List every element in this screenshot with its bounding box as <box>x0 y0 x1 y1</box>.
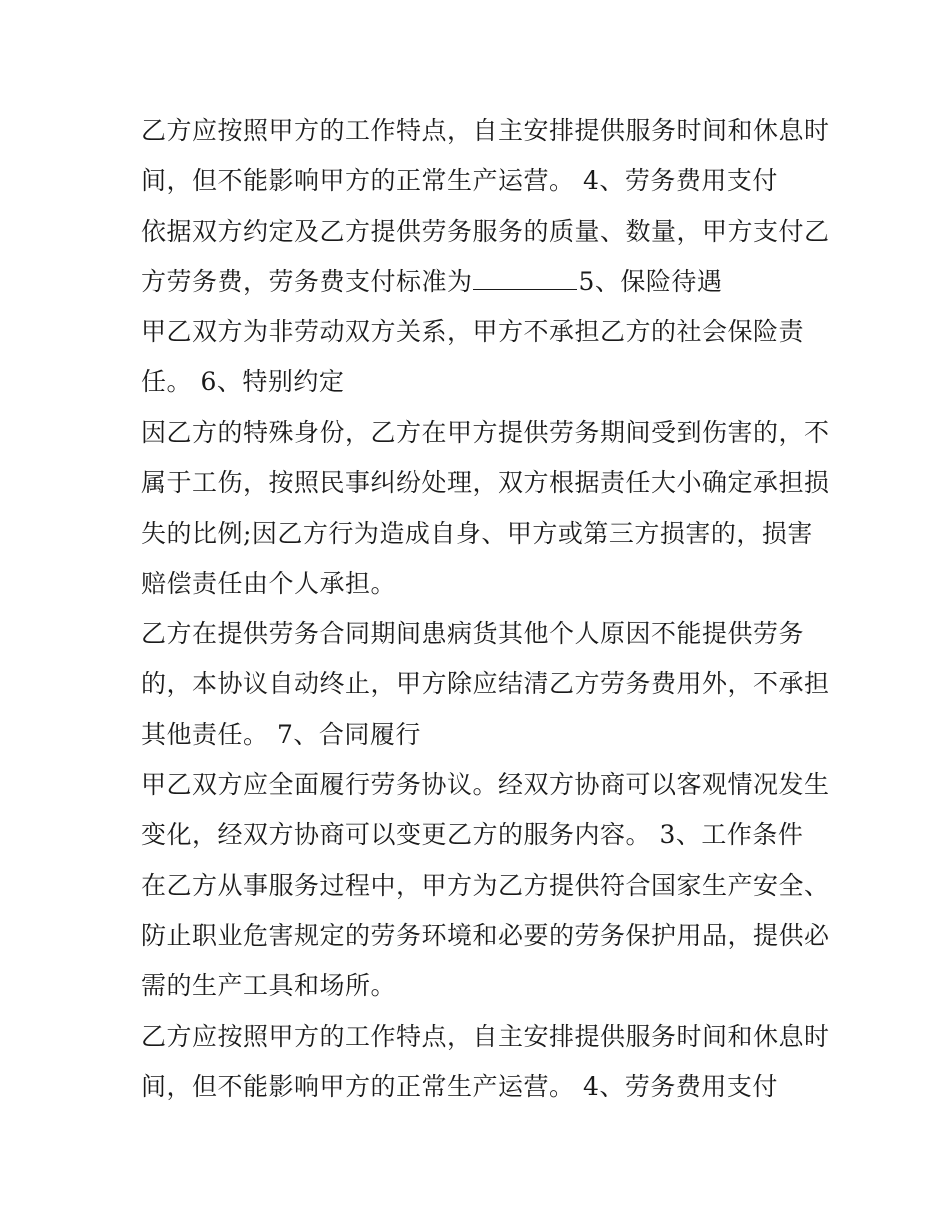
text-line: 乙方在提供劳务合同期间患病货其他个人原因不能提供劳务 <box>141 619 805 648</box>
text-segment: 方劳务费，劳务费支付标准为 <box>141 267 473 296</box>
fill-in-blank <box>473 265 577 290</box>
text-line: 其他责任。 7、合同履行 <box>141 720 421 749</box>
text-line: 间，但不能影响甲方的正常生产运营。 4、劳务费用支付 <box>141 166 778 195</box>
text-line: 防止职业危害规定的劳务环境和必要的劳务保护用品，提供必 <box>141 921 830 950</box>
text-line: 赔偿责任由个人承担。 <box>141 569 397 598</box>
text-line: 间，但不能影响甲方的正常生产运营。 4、劳务费用支付 <box>141 1072 778 1101</box>
text-line: 在乙方从事服务过程中，甲方为乙方提供符合国家生产安全、 <box>141 871 830 900</box>
text-line: 因乙方的特殊身份，乙方在甲方提供劳务期间受到伤害的，不 <box>141 418 830 447</box>
text-line: 甲乙双方为非劳动双方关系，甲方不承担乙方的社会保险责 <box>141 317 805 346</box>
text-line-with-blank <box>141 262 722 302</box>
text-line: 变化，经双方协商可以变更乙方的服务内容。 3、工作条件 <box>141 820 804 849</box>
text-line: 属于工伤，按照民事纠纷处理，双方根据责任大小确定承担损 <box>141 468 830 497</box>
text-line: 甲乙双方应全面履行劳务协议。经双方协商可以客观情况发生 <box>141 770 830 799</box>
text-line: 依据双方约定及乙方提供劳务服务的质量、数量，甲方支付乙 <box>141 217 830 246</box>
text-segment: 5、保险待遇 <box>578 267 723 296</box>
text-line: 的，本协议自动终止，甲方除应结清乙方劳务费用外，不承担 <box>141 669 830 698</box>
text-line: 需的生产工具和场所。 <box>141 971 397 1000</box>
text-line: 任。 6、特别约定 <box>141 367 345 396</box>
text-line: 失的比例;因乙方行为造成自身、甲方或第三方损害的，损害 <box>141 519 813 548</box>
text-line: 乙方应按照甲方的工作特点，自主安排提供服务时间和休息时 <box>141 1022 830 1051</box>
text-line: 乙方应按照甲方的工作特点，自主安排提供服务时间和休息时 <box>141 116 830 145</box>
